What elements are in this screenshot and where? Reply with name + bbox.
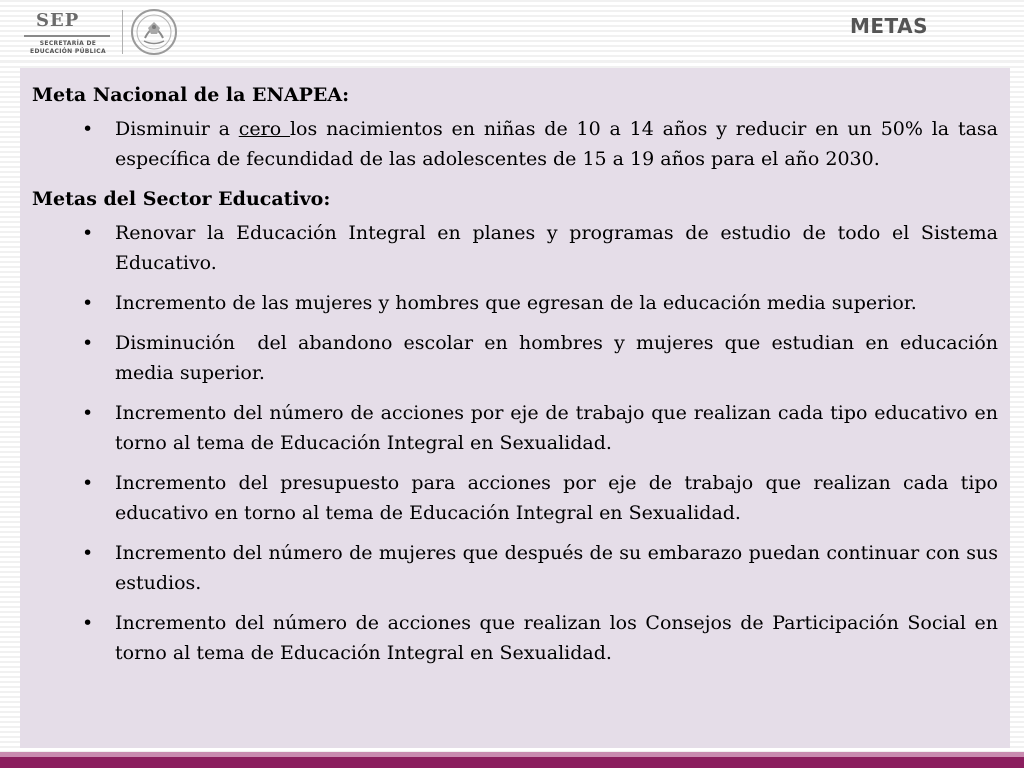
list-item-text: Incremento del número de mujeres que después de su embarazo puedan continuar con sus estudios.	[115, 542, 998, 594]
bottom-band-highlight	[0, 752, 1024, 757]
list-item	[32, 538, 998, 598]
section-heading-education: Metas del Sector Educativo:	[32, 188, 331, 210]
bullet-marker: •	[82, 542, 94, 564]
list-item	[32, 608, 998, 668]
list-item-text: Incremento del número de acciones que realizan los Consejos de Participación Social en torno al tema de Educación Integral en Sexualidad.	[115, 612, 998, 664]
section-heading-enapea: Meta Nacional de la ENAPEA:	[32, 84, 350, 106]
bottom-color-band	[0, 752, 1024, 768]
list-item-text: Disminución del abandono escolar en hombres y mujeres que estudian en educación media superior.	[115, 332, 1005, 384]
education-goal-list	[32, 218, 1005, 668]
bullet-marker: •	[82, 118, 94, 140]
sep-logo-line2: EDUCACIÓN PÚBLICA	[30, 48, 106, 55]
list-item-text: Renovar la Educación Integral en planes y programas de estudio de todo el Sistema Educativo.	[115, 222, 998, 274]
enapea-goal-list	[32, 114, 998, 174]
content-panel	[20, 68, 1010, 748]
bullet-marker: •	[82, 472, 94, 494]
list-item-text-end: los nacimientos en niñas de 10 a 14 años y reducir en un 50% la tasa específica de fecundidad de las adolescentes de 15 a 19 años para el año 2030.	[115, 118, 998, 170]
list-item	[32, 468, 998, 528]
sep-logo	[22, 10, 114, 54]
bullet-marker: •	[82, 332, 94, 354]
list-item-text: Incremento del número de acciones por eje de trabajo que realizan cada tipo educativo en torno al tema de Educación Integral en Sexualidad.	[115, 402, 998, 454]
list-item-text: Incremento de las mujeres y hombres que egresan de la educación media superior.	[115, 292, 917, 314]
list-item-text-start: Disminuir a	[115, 118, 239, 140]
slide-header	[0, 0, 1024, 62]
mexico-coat-of-arms-icon	[130, 8, 178, 56]
bullet-marker: •	[82, 292, 94, 314]
sep-logo-line1: SECRETARÍA DE	[39, 40, 97, 47]
sep-logo-rule	[24, 35, 110, 37]
list-item	[32, 398, 998, 458]
slide-title: METAS	[849, 14, 928, 38]
list-item	[32, 328, 1005, 388]
logo-divider	[122, 10, 123, 54]
list-item	[32, 218, 998, 278]
bullet-marker: •	[82, 612, 94, 634]
list-item-text: Incremento del presupuesto para acciones por eje de trabajo que realizan cada tipo educativo en torno al tema de Educación Integral en Sexualidad.	[115, 472, 998, 524]
list-item	[32, 288, 998, 318]
sep-logo-word: SEP	[36, 10, 80, 31]
bullet-marker: •	[82, 402, 94, 424]
list-item	[32, 114, 998, 174]
bullet-marker: •	[82, 222, 94, 244]
list-item-text-underlined: cero	[238, 118, 290, 140]
